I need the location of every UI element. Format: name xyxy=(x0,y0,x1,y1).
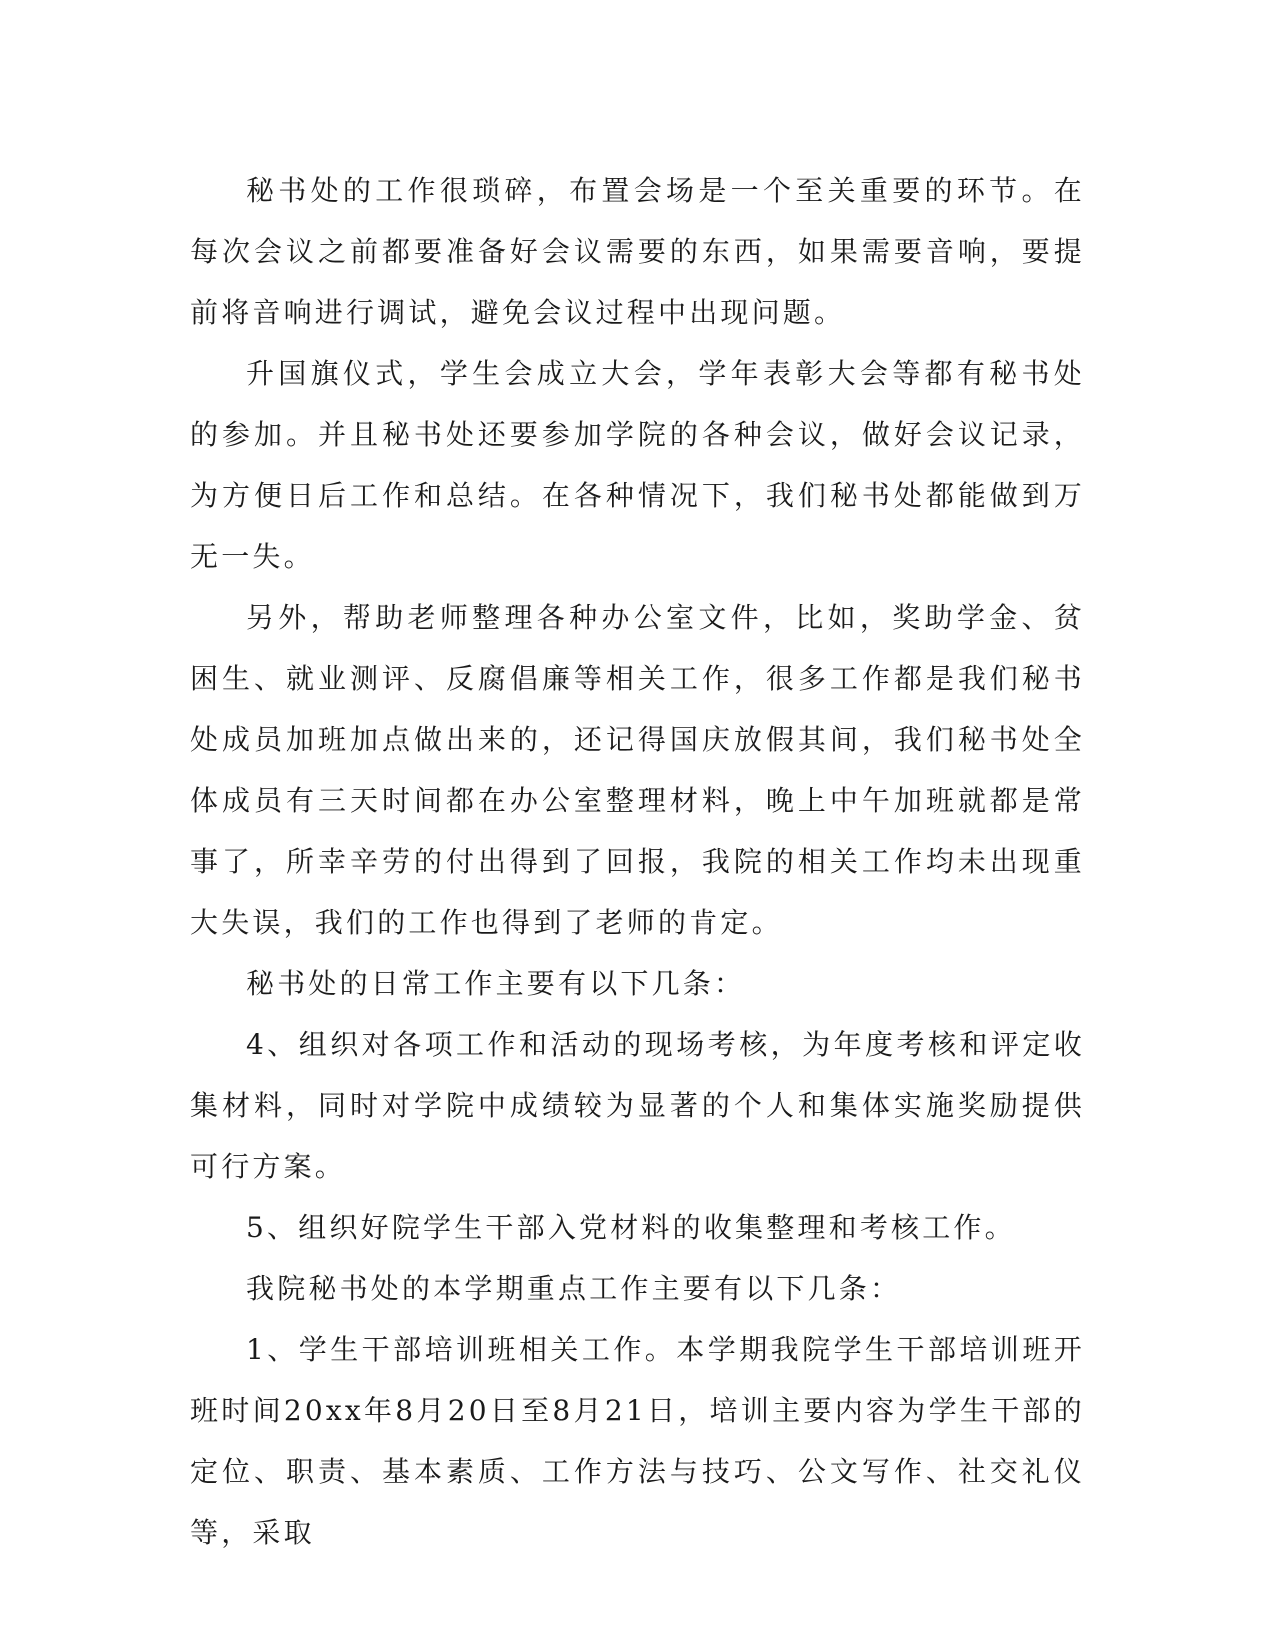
paragraph: 4、组织对各项工作和活动的现场考核，为年度考核和评定收集材料，同时对学院中成绩较为显著的个人和集体实施奖励提供可行方案。 xyxy=(190,1028,1085,1183)
paragraph: 5、组织好院学生干部入党材料的收集整理和考核工作。 xyxy=(246,1211,1016,1244)
paragraph: 升国旗仪式，学生会成立大会，学年表彰大会等都有秘书处的参加。并且秘书处还要参加学院的各种会议，做好会议记录，为方便日后工作和总结。在各种情况下，我们秘书处都能做到万无一失。 xyxy=(190,357,1085,573)
paragraph: 秘书处的工作很琐碎，布置会场是一个至关重要的环节。在每次会议之前都要准备好会议需要的东西，如果需要音响，要提前将音响进行调试，避免会议过程中出现问题。 xyxy=(190,174,1085,329)
paragraph: 1、学生干部培训班相关工作。本学期我院学生干部培训班开班时间20xx年8月20日至8月21日，培训主要内容为学生干部的定位、职责、基本素质、工作方法与技巧、公文写作、社交礼仪等，采取 xyxy=(190,1333,1085,1549)
paragraph: 另外，帮助老师整理各种办公室文件，比如，奖助学金、贫困生、就业测评、反腐倡廉等相关工作，很多工作都是我们秘书处成员加班加点做出来的，还记得国庆放假其间，我们秘书处全体成员有三天时间都在办公室整理材料，晚上中午加班就都是常事了，所幸辛劳的付出得到了回报，我院的相关工作均未出现重大失误，我们的工作也得到了老师的肯定。 xyxy=(190,601,1085,939)
paragraph: 秘书处的日常工作主要有以下几条： xyxy=(246,967,746,1000)
document-body xyxy=(190,160,1085,1563)
paragraph: 我院秘书处的本学期重点工作主要有以下几条： xyxy=(246,1272,902,1305)
